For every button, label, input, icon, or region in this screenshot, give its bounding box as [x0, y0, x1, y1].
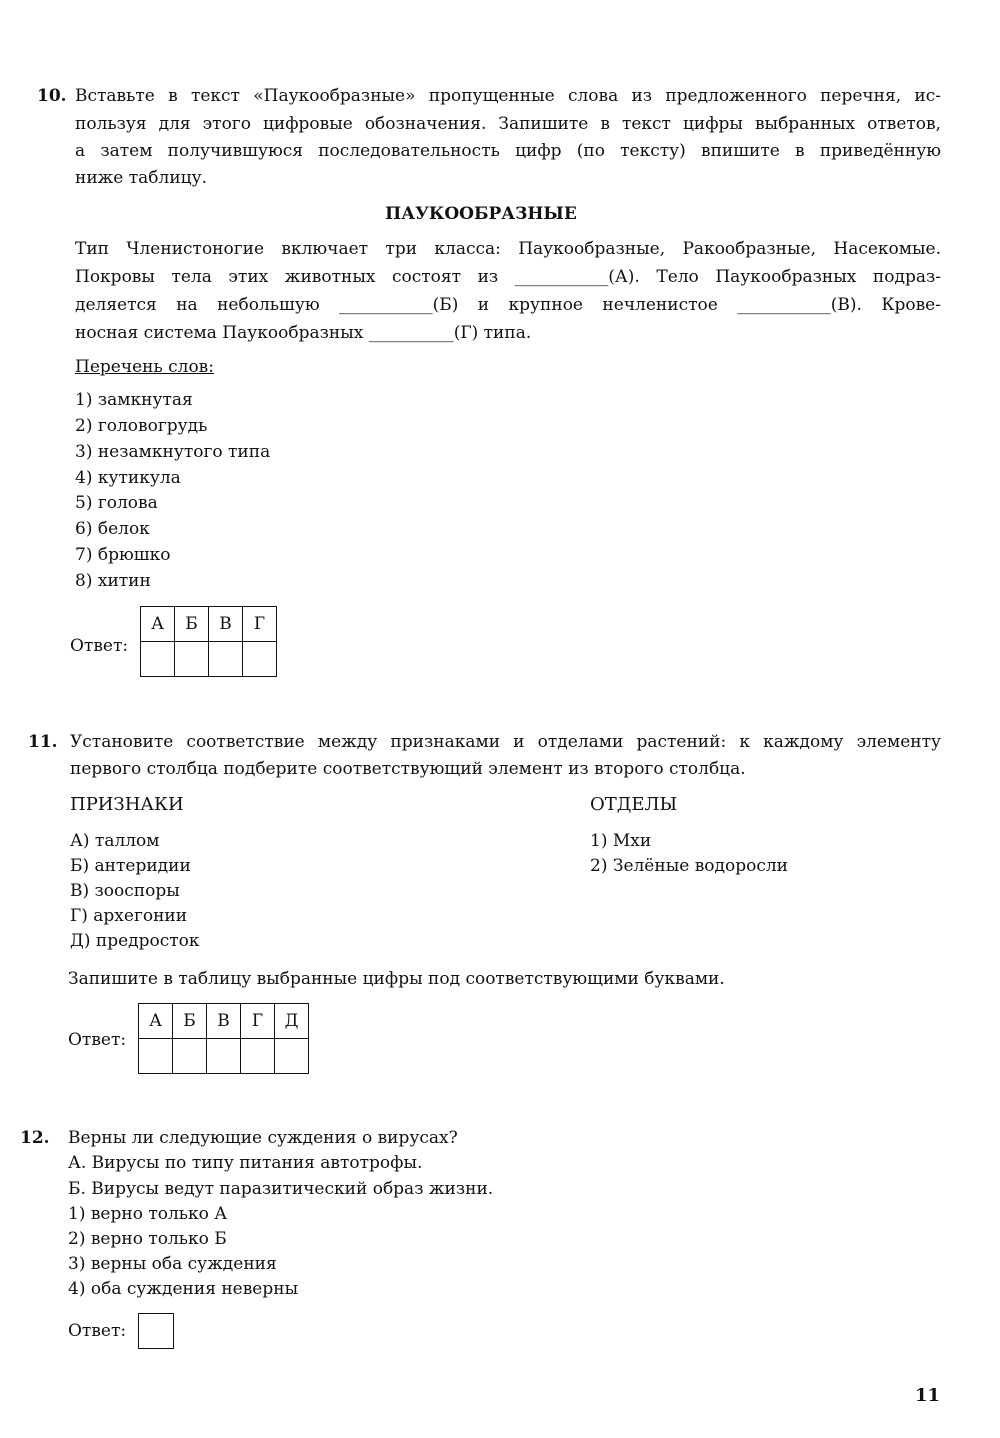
word-option: 5) голова [75, 493, 158, 513]
answer-cell[interactable] [209, 642, 243, 677]
feature-item: Б) антеридии [70, 856, 191, 876]
word-option: 6) белок [75, 519, 150, 539]
word-list-label: Перечень слов: [75, 357, 214, 377]
feature-item: Г) архегонии [70, 906, 188, 926]
answer-cell[interactable] [241, 1039, 275, 1074]
answer-label: Ответ: [68, 1030, 127, 1050]
answer-column-header: Г [241, 1004, 275, 1039]
feature-item: В) зооспоры [70, 881, 180, 901]
division-item: 1) Мхи [590, 831, 652, 851]
left-column-header: ПРИЗНАКИ [70, 794, 184, 815]
answer-label: Ответ: [70, 636, 129, 656]
q12-option: 3) верны оба суждения [68, 1254, 277, 1274]
word-option: 8) хитин [75, 571, 151, 591]
answer-cell[interactable] [207, 1039, 241, 1074]
text-heading: ПАУКООБРАЗНЫЕ [385, 204, 577, 224]
word-option: 4) кутикула [75, 468, 181, 488]
table-instruction: Запишите в таблицу выбранные цифры под соответствующими буквами. [68, 969, 725, 989]
feature-item: Д) предросток [70, 931, 200, 951]
q12-answer-box[interactable] [138, 1313, 174, 1349]
answer-column-header: А [141, 607, 175, 642]
q11-intro-line: первого столбца подберите соответствующий элемент из второго столбца. [70, 759, 746, 779]
page-number: 11 [915, 1385, 941, 1406]
answer-cell[interactable] [139, 1039, 173, 1074]
word-option: 3) незамкнутого типа [75, 442, 271, 462]
division-item: 2) Зелёные водоросли [590, 856, 788, 876]
answer-column-header: Б [173, 1004, 207, 1039]
question-number: 12. [20, 1128, 50, 1148]
q10-body-line: деляется на небольшую ___________(Б) и крупное нечленистое ___________(В). Крове- [75, 295, 941, 315]
q10-intro-line: ниже таблицу. [75, 168, 208, 188]
q12-line: Б. Вирусы ведут паразитический образ жизни. [68, 1179, 494, 1199]
q12-option: 1) верно только А [68, 1204, 228, 1224]
answer-column-header: В [209, 607, 243, 642]
q10-answer-table [140, 606, 277, 677]
answer-column-header: Г [243, 607, 277, 642]
answer-cell[interactable] [173, 1039, 207, 1074]
q10-intro-line: а затем получившуюся последовательность цифр (по тексту) впишите в приведённую [75, 141, 941, 161]
question-number: 10. [37, 86, 67, 106]
right-column-header: ОТДЕЛЫ [590, 794, 678, 815]
q11-answer-table [138, 1003, 309, 1074]
q10-body-line: носная система Паукообразных __________(Г) типа. [75, 323, 532, 343]
q10-body-line: Покровы тела этих животных состоят из ___________(А). Тело Паукообразных подраз- [75, 267, 941, 287]
answer-cell[interactable] [243, 642, 277, 677]
q10-body-line: Тип Членистоногие включает три класса: Паукообразные, Ракообразные, Насекомые. [75, 239, 941, 259]
answer-column-header: Б [175, 607, 209, 642]
word-option: 1) замкнутая [75, 390, 193, 410]
answer-label: Ответ: [68, 1321, 127, 1341]
q12-line: А. Вирусы по типу питания автотрофы. [68, 1153, 423, 1173]
feature-item: А) таллом [70, 831, 160, 851]
q10-intro-line: пользуя для этого цифровые обозначения. Запишите в текст цифры выбранных ответов, [75, 114, 941, 134]
answer-column-header: Д [275, 1004, 309, 1039]
answer-cell[interactable] [175, 642, 209, 677]
q11-intro-line: Установите соответствие между признаками и отделами растений: к каждому элементу [70, 732, 941, 752]
q12-option: 2) верно только Б [68, 1229, 227, 1249]
question-number: 11. [28, 732, 58, 752]
word-option: 7) брюшко [75, 545, 171, 565]
answer-column-header: В [207, 1004, 241, 1039]
answer-cell[interactable] [275, 1039, 309, 1074]
answer-cell[interactable] [141, 642, 175, 677]
answer-column-header: А [139, 1004, 173, 1039]
q10-intro-line: Вставьте в текст «Паукообразные» пропущенные слова из предложенного перечня, ис- [75, 86, 941, 106]
q12-option: 4) оба суждения неверны [68, 1279, 299, 1299]
word-option: 2) головогрудь [75, 416, 208, 436]
q12-line: Верны ли следующие суждения о вирусах? [68, 1128, 458, 1148]
